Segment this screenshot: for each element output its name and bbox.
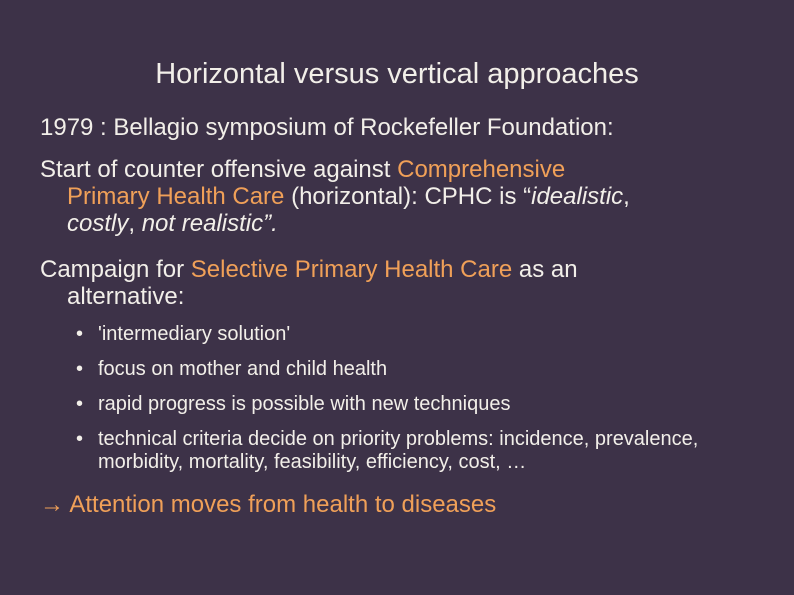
bullet-icon: • xyxy=(76,358,84,380)
indented-line: alternative: xyxy=(67,283,185,310)
campaign-paragraph xyxy=(40,256,760,310)
text-segment: (horizontal): CPHC is “ xyxy=(284,183,532,210)
indented-line xyxy=(40,210,760,237)
bellagio-line: 1979 : Bellagio symposium of Rockefeller Foundation: xyxy=(40,114,614,141)
bullet-icon: • xyxy=(76,393,84,415)
list-item-text: focus on mother and child health xyxy=(98,358,388,380)
bullet-icon: • xyxy=(76,323,84,345)
counter-offensive-paragraph xyxy=(40,156,760,237)
text-segment: Campaign for xyxy=(40,256,191,283)
conclusion-line: → Attention moves from health to diseases xyxy=(40,491,497,518)
text-segment: Start of counter offensive against xyxy=(40,156,398,183)
italic-not-realistic: not realistic xyxy=(141,210,264,237)
list-item xyxy=(76,428,766,474)
slide-title: Horizontal versus vertical approaches xyxy=(155,58,639,90)
list-item-text: 'intermediary solution' xyxy=(98,323,291,345)
list-item xyxy=(76,323,766,346)
text-segment: , xyxy=(128,210,142,237)
text-segment: , xyxy=(623,183,630,210)
highlight-comprehensive: Comprehensive xyxy=(397,156,566,183)
italic-costly: costly xyxy=(67,210,129,237)
bullet-icon: • xyxy=(76,428,84,450)
list-item xyxy=(76,358,766,381)
list-item xyxy=(76,393,766,416)
italic-idealistic: idealistic xyxy=(531,183,624,210)
bullet-list xyxy=(76,323,766,486)
highlight-primary-health-care: Primary Health Care xyxy=(67,183,285,210)
list-item-text: technical criteria decide on priority problems: incidence, prevalence, morbidity, mortality, feasibility, efficiency, cost, … xyxy=(98,428,699,473)
highlight-selective-phc: Selective Primary Health Care xyxy=(190,256,513,283)
text-segment: as an xyxy=(512,256,578,283)
list-item-text: rapid progress is possible with new techniques xyxy=(98,393,511,415)
indented-line xyxy=(40,183,760,210)
text-segment: ”. xyxy=(263,210,278,237)
